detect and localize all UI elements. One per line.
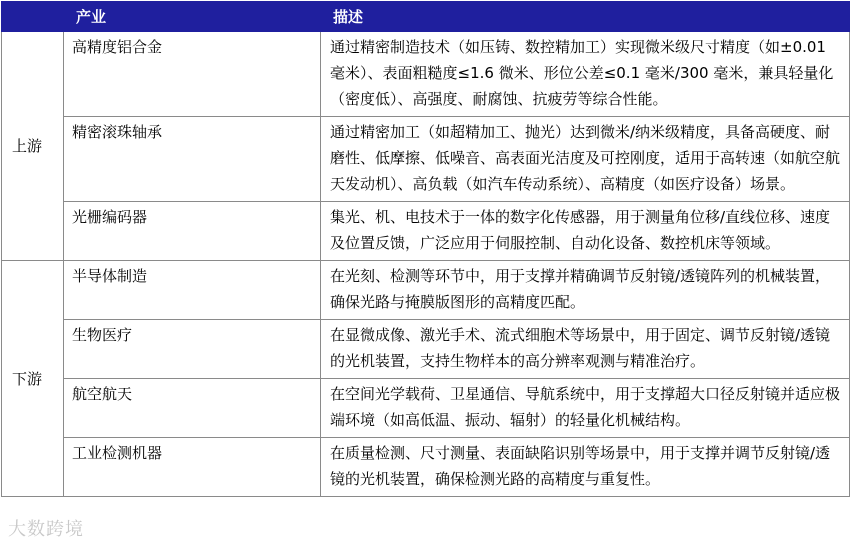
industry-name: 精密滚珠轴承 [64,117,321,202]
table-row [2,438,850,497]
industry-description: 在空间光学载荷、卫星通信、导航系统中，用于支撑超大口径反射镜并适应极端环境（如高低温、振动、辐射）的轻量化机械结构。 [321,379,850,438]
watermark-logo: 大数跨境 [8,519,84,540]
header-category [2,2,64,32]
table-row [2,32,850,117]
industry-name: 工业检测机器 [64,438,321,497]
category-downstream: 下游 [2,261,64,497]
table-row [2,320,850,379]
industry-table [1,1,850,497]
industry-description: 在质量检测、尺寸测量、表面缺陷识别等场景中，用于支撑并调节反射镜/透镜的光机装置，确保检测光路的高精度与重复性。 [321,438,850,497]
industry-description: 在光刻、检测等环节中，用于支撑并精确调节反射镜/透镜阵列的机械装置，确保光路与掩膜版图形的高精度匹配。 [321,261,850,320]
table-header-row [2,2,850,32]
table-row [2,261,850,320]
industry-name: 光栅编码器 [64,202,321,261]
header-description: 描述 [321,2,850,32]
category-upstream: 上游 [2,32,64,261]
table-row [2,117,850,202]
table-row [2,202,850,261]
industry-description: 通过精密制造技术（如压铸、数控精加工）实现微米级尺寸精度（如±0.01 毫米）、表面粗糙度≤1.6 微米、形位公差≤0.1 毫米/300 毫米，兼具轻量化（密度低）、高强度、耐腐蚀、抗疲劳等综合性能。 [321,32,850,117]
industry-name: 高精度铝合金 [64,32,321,117]
industry-description: 在显微成像、激光手术、流式细胞术等场景中，用于固定、调节反射镜/透镜的光机装置，支持生物样本的高分辨率观测与精准治疗。 [321,320,850,379]
industry-description: 集光、机、电技术于一体的数字化传感器，用于测量角位移/直线位移、速度及位置反馈，广泛应用于伺服控制、自动化设备、数控机床等领域。 [321,202,850,261]
industry-description: 通过精密加工（如超精加工、抛光）达到微米/纳米级精度，具备高硬度、耐磨性、低摩擦、低噪音、高表面光洁度及可控刚度，适用于高转速（如航空航天发动机）、高负载（如汽车传动系统）、高精度（如医疗设备）场景。 [321,117,850,202]
industry-name: 生物医疗 [64,320,321,379]
industry-name: 半导体制造 [64,261,321,320]
header-industry: 产业 [64,2,321,32]
table-row [2,379,850,438]
industry-name: 航空航天 [64,379,321,438]
